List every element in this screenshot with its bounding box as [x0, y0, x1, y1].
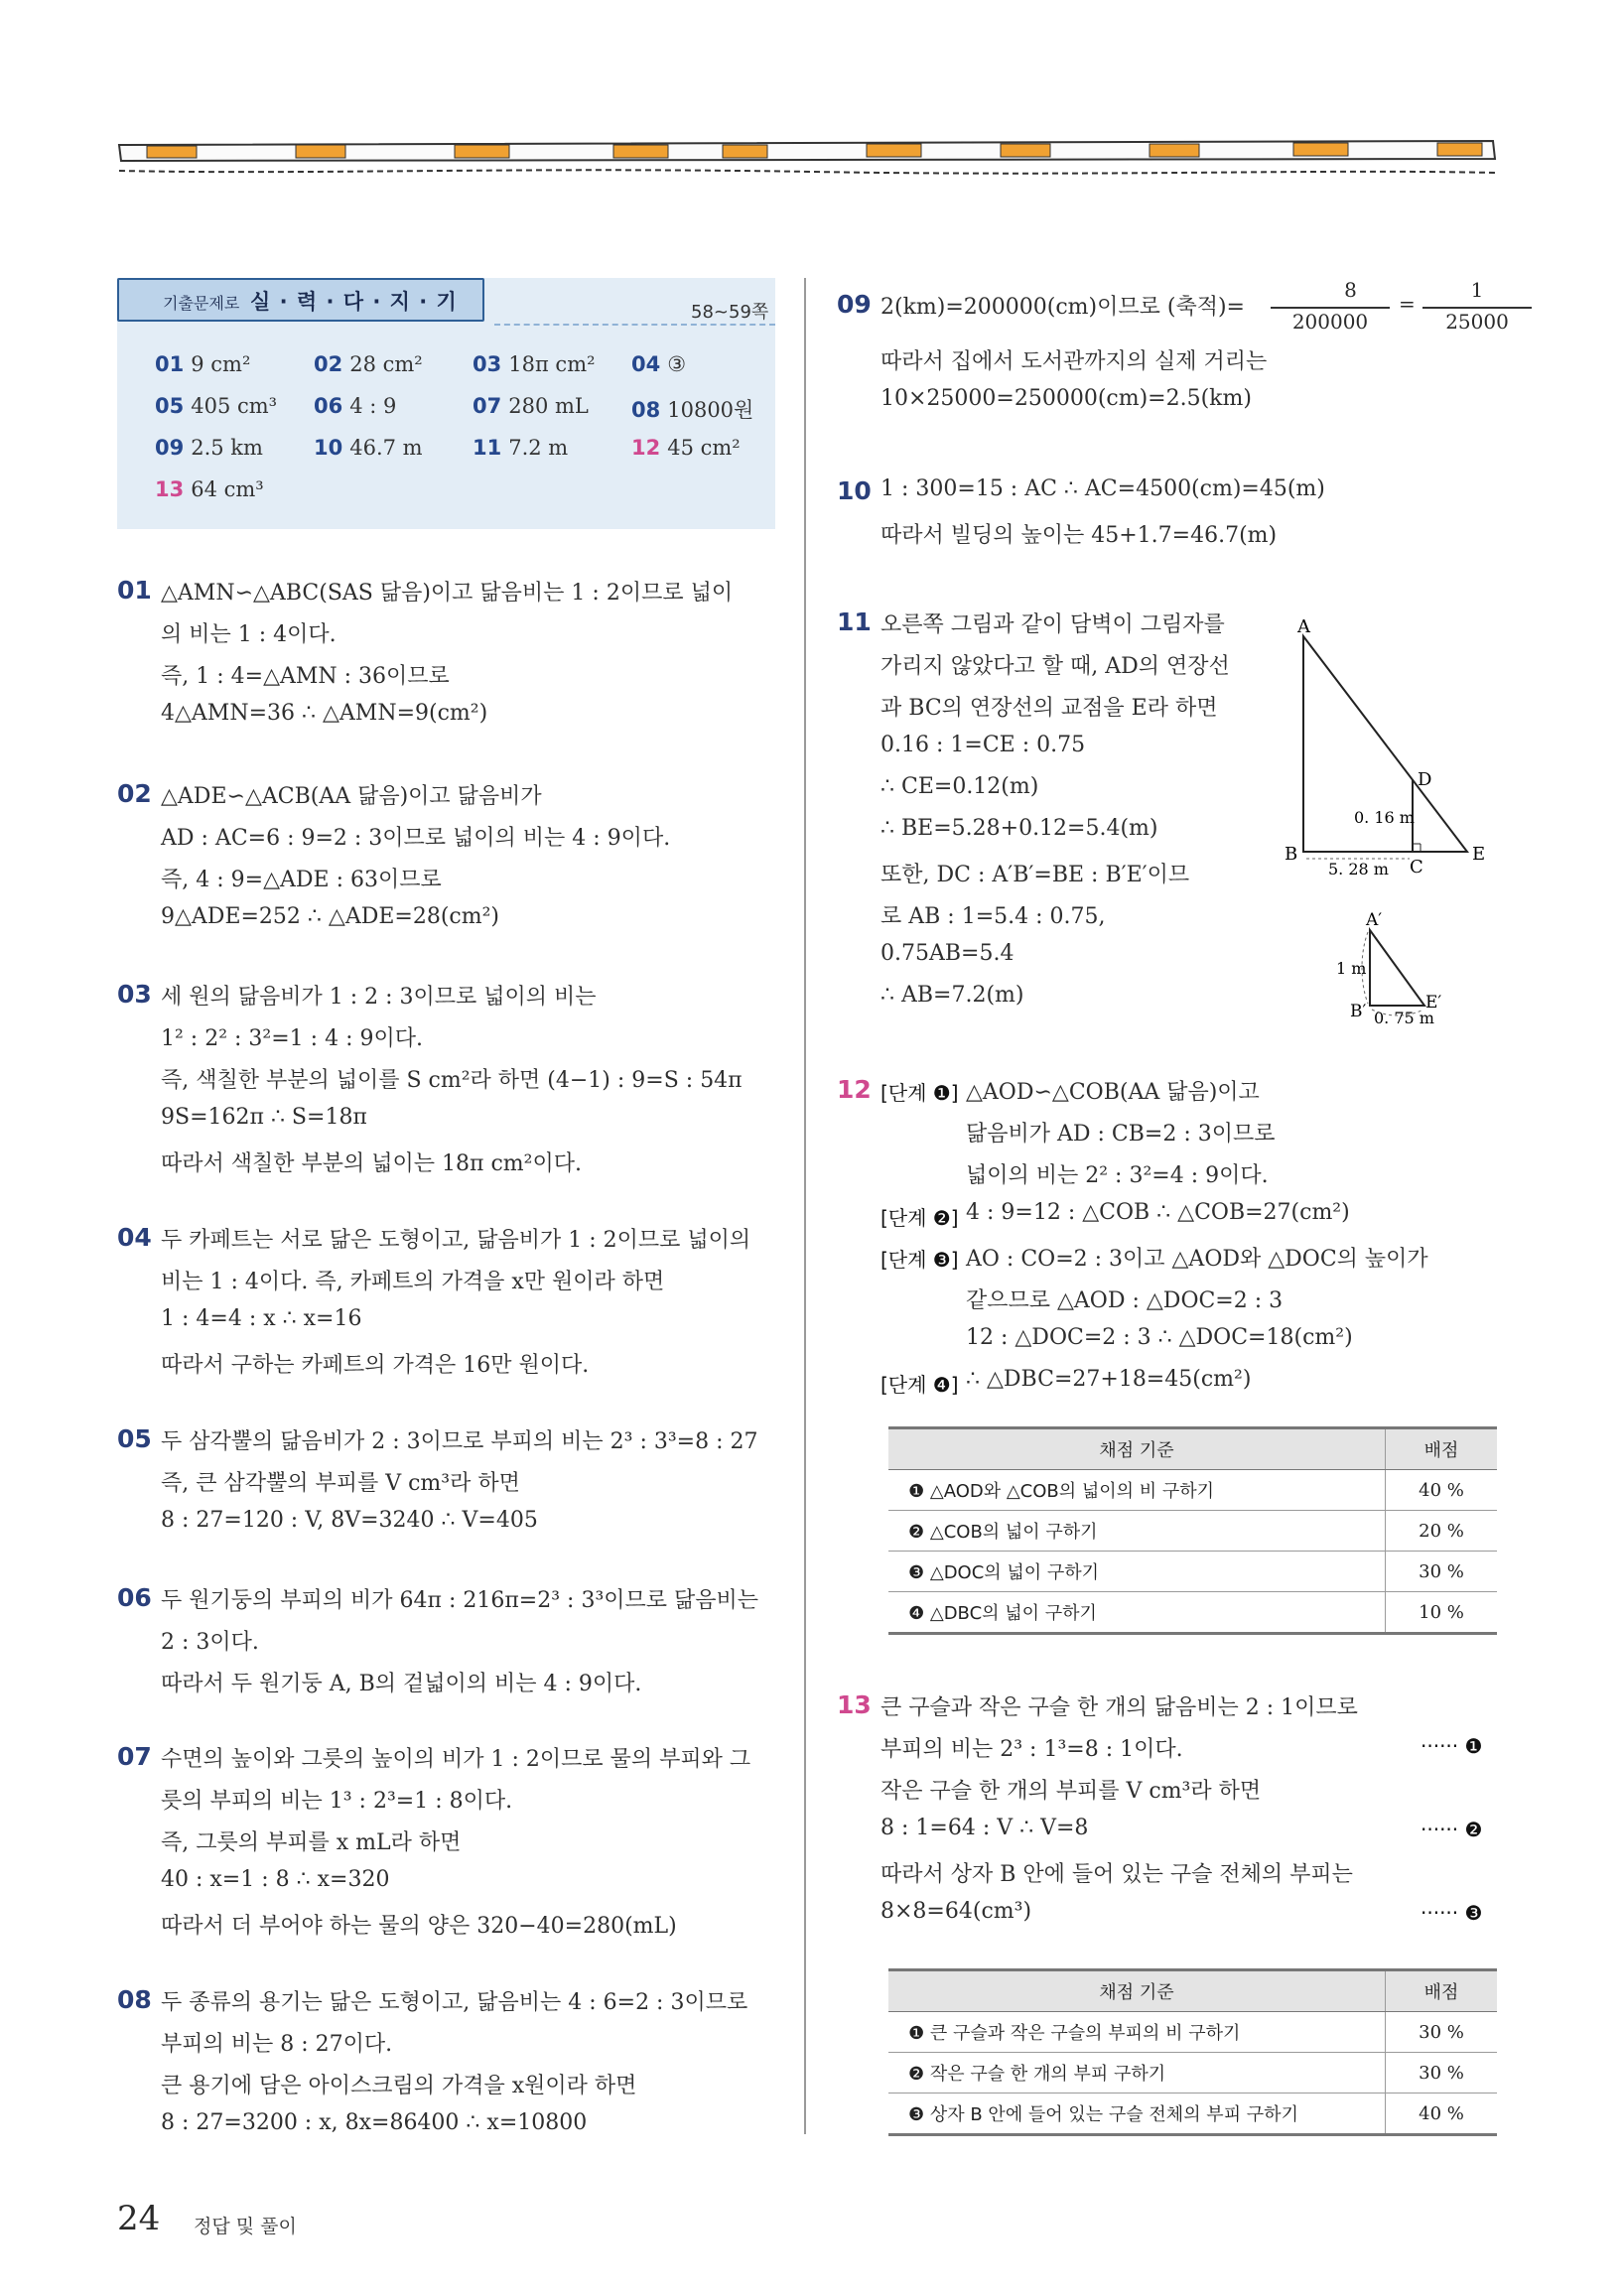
- answer-value: 18π cm²: [508, 352, 596, 376]
- problem-number: 01: [117, 576, 152, 605]
- fraction-denominator: 200000: [1291, 310, 1369, 334]
- answer-item: [631, 394, 753, 424]
- answer-value: 28 cm²: [349, 352, 423, 376]
- solution-line: 과 BC의 연장선의 교점을 E라 하면: [880, 696, 1218, 721]
- shadow-diagram: [1271, 610, 1509, 1027]
- score-mark: ······ ❶: [1421, 1734, 1483, 1758]
- answer-summary-pages: 58~59쪽: [691, 302, 769, 323]
- answer-item: [473, 436, 568, 460]
- solution-line: 큰 구슬과 작은 구슬 한 개의 닮음비는 2 : 1이므로: [880, 1695, 1358, 1720]
- answer-value: 2.5 km: [191, 436, 263, 460]
- fraction-denominator: 25000: [1445, 310, 1509, 334]
- table-header-criteria: 채점 기준: [888, 1428, 1386, 1470]
- table-row: [888, 1592, 1497, 1634]
- solution-line: 큰 용기에 담은 아이스크림의 가격을 x원이라 하면: [161, 2074, 637, 2098]
- solution-line: 오른쪽 그림과 같이 담벽이 그림자를: [880, 612, 1225, 637]
- solution-line: 닮음비가 AD : CB=2 : 3이므로: [966, 1122, 1276, 1147]
- table-cell-criteria: ❸ △DOC의 넓이 구하기: [888, 1552, 1386, 1592]
- table-cell-criteria: ❶ △AOD와 △COB의 넓이의 비 구하기: [888, 1470, 1386, 1511]
- solution-line: 8×8=64(cm³): [880, 1899, 1032, 1924]
- point-label-A-prime: A′: [1366, 910, 1383, 930]
- table-header-row: [888, 1970, 1497, 2012]
- answer-item: [473, 352, 596, 376]
- solution-line: 또한, DC : A′B′=BE : B′E′이므: [880, 863, 1190, 887]
- table-cell-criteria: ❷ △COB의 넓이 구하기: [888, 1511, 1386, 1552]
- solution-line: 0.16 : 1=CE : 0.75: [880, 733, 1086, 757]
- answer-item: [155, 352, 250, 376]
- table-cell-criteria: ❶ 큰 구슬과 작은 구슬의 부피의 비 구하기: [888, 2012, 1386, 2053]
- answer-item: [314, 436, 423, 460]
- problem-number: 02: [117, 779, 152, 808]
- solution-line: ∴ AB=7.2(m): [880, 983, 1024, 1008]
- solution-line: 9△ADE=252 ∴ △ADE=28(cm²): [161, 904, 500, 929]
- table-row: [888, 2012, 1497, 2053]
- solution-line: 즉, 1 : 4=△AMN : 36이므로: [161, 664, 450, 689]
- answer-number: 07: [473, 394, 502, 418]
- step-label: [단계 ❹]: [880, 1373, 959, 1397]
- solution-line: 두 삼각뿔의 닮음비가 2 : 3이므로 부피의 비는 2³ : 3³=8 : 27: [161, 1429, 758, 1454]
- solution-line: 8 : 1=64 : V ∴ V=8: [880, 1816, 1089, 1840]
- solution-line: 9S=162π ∴ S=18π: [161, 1105, 367, 1130]
- answer-number: 10: [314, 436, 343, 460]
- solution-line: AO : CO=2 : 3이고 △AOD와 △DOC의 높이가: [966, 1247, 1428, 1272]
- answer-item: [631, 352, 686, 376]
- table-cell-points: 30 %: [1386, 2053, 1498, 2093]
- solution-line: 따라서 색칠한 부분의 넓이는 18π cm²이다.: [161, 1151, 582, 1176]
- problem-number: 06: [117, 1583, 152, 1612]
- answer-value: 4 : 9: [349, 394, 397, 418]
- answer-number: 02: [314, 352, 343, 376]
- answer-summary-label-small: 기출문제로: [163, 294, 240, 313]
- solution-line: △AMN∽△ABC(SAS 닮음)이고 닮음비는 1 : 2이므로 넓이: [161, 581, 734, 606]
- solution-line: 1² : 2² : 3²=1 : 4 : 9이다.: [161, 1026, 423, 1051]
- equals-sign: =: [1399, 292, 1416, 316]
- solution-line: 12 : △DOC=2 : 3 ∴ △DOC=18(cm²): [966, 1325, 1353, 1350]
- solution-line: △AOD∽△COB(AA 닮음)이고: [966, 1080, 1260, 1105]
- answer-item: [155, 394, 277, 418]
- scoring-table-13: [888, 1968, 1497, 2136]
- answer-summary-divider: [494, 324, 775, 326]
- solution-line: 8 : 27=3200 : x, 8x=86400 ∴ x=10800: [161, 2110, 588, 2135]
- score-mark: ······ ❸: [1421, 1901, 1483, 1925]
- solution-line: 1 : 4=4 : x ∴ x=16: [161, 1306, 362, 1331]
- problem-number: 09: [837, 290, 872, 319]
- solution-line: 세 원의 닮음비가 1 : 2 : 3이므로 넓이의 비는: [161, 985, 597, 1010]
- solution-line: 비는 1 : 4이다. 즉, 카페트의 가격을 x만 원이라 하면: [161, 1270, 665, 1294]
- solution-line: 8 : 27=120 : V, 8V=3240 ∴ V=405: [161, 1508, 538, 1533]
- fraction-bar: [1422, 307, 1532, 309]
- length-label-a2b2: 1 m: [1336, 959, 1367, 978]
- solution-line: 따라서 두 원기둥 A, B의 겉넓이의 비는 4 : 9이다.: [161, 1672, 642, 1696]
- problem-number: 10: [837, 476, 872, 505]
- answer-number: 11: [473, 436, 502, 460]
- table-cell-points: 10 %: [1386, 1592, 1498, 1634]
- fraction-numerator: 1: [1470, 278, 1484, 302]
- answer-number: 08: [631, 398, 661, 422]
- solution-line: 의 비는 1 : 4이다.: [161, 622, 337, 647]
- solution-line: ∴ CE=0.12(m): [880, 774, 1039, 799]
- length-label-dc: 0. 16 m: [1354, 808, 1415, 827]
- solution-line: 두 종류의 용기는 닮은 도형이고, 닮음비는 4 : 6=2 : 3이므로: [161, 1990, 748, 2015]
- solution-line: 0.75AB=5.4: [880, 941, 1015, 966]
- answer-item: [314, 394, 396, 418]
- solution-line: AD : AC=6 : 9=2 : 3이므로 넓이의 비는 4 : 9이다.: [161, 826, 671, 851]
- length-label-b2e2: 0. 75 m: [1374, 1009, 1434, 1027]
- problem-number: 11: [837, 608, 872, 636]
- solution-line: 로 AB : 1=5.4 : 0.75,: [880, 904, 1106, 929]
- solution-line: 두 카페트는 서로 닮은 도형이고, 닮음비가 1 : 2이므로 넓이의: [161, 1228, 751, 1253]
- answer-summary-header: [117, 278, 484, 322]
- problem-number: 05: [117, 1424, 152, 1453]
- solution-line: ∴ △DBC=27+18=45(cm²): [966, 1367, 1252, 1392]
- table-cell-points: 40 %: [1386, 2093, 1498, 2135]
- score-mark: ······ ❷: [1421, 1818, 1483, 1841]
- solution-line: 2(km)=200000(cm)이므로 (축적)=: [880, 295, 1245, 320]
- solution-line: 두 원기둥의 부피의 비가 64π : 216π=2³ : 3³이므로 닮음비는: [161, 1588, 759, 1613]
- scoring-table-12: [888, 1426, 1497, 1635]
- table-row: [888, 2053, 1497, 2093]
- problem-number: 03: [117, 980, 152, 1009]
- solution-line: 4 : 9=12 : △COB ∴ △COB=27(cm²): [966, 1200, 1350, 1225]
- answer-number: 03: [473, 352, 502, 376]
- table-row: [888, 2093, 1497, 2135]
- solution-line: 가리지 않았다고 할 때, AD의 연장선: [880, 654, 1230, 679]
- answer-value: ③: [667, 352, 687, 376]
- table-cell-criteria: ❹ △DBC의 넓이 구하기: [888, 1592, 1386, 1634]
- table-header-points: 배점: [1386, 1970, 1498, 2012]
- answer-value: 9 cm²: [191, 352, 251, 376]
- header-decoration: [117, 131, 1497, 181]
- solution-line: 4△AMN=36 ∴ △AMN=9(cm²): [161, 701, 488, 726]
- point-label-D: D: [1418, 769, 1432, 790]
- answer-number: 13: [155, 477, 185, 501]
- answer-value: 46.7 m: [349, 436, 423, 460]
- solution-line: 2 : 3이다.: [161, 1630, 259, 1655]
- solution-line: 따라서 더 부어야 하는 물의 양은 320−40=280(mL): [161, 1914, 677, 1939]
- point-label-B-prime: B′: [1350, 1002, 1367, 1021]
- answer-value: 280 mL: [508, 394, 589, 418]
- table-header-criteria: 채점 기준: [888, 1970, 1386, 2012]
- answer-summary-label-big: 실 · 력 · 다 · 지 · 기: [250, 290, 458, 314]
- problem-number: 04: [117, 1223, 152, 1252]
- solution-line: 같으므로 △AOD : △DOC=2 : 3: [966, 1288, 1284, 1313]
- problem-number: 07: [117, 1742, 152, 1771]
- solution-line: 1 : 300=15 : AC ∴ AC=4500(cm)=45(m): [880, 476, 1325, 501]
- solution-line: 따라서 집에서 도서관까지의 실제 거리는: [880, 349, 1268, 374]
- column-divider: [804, 278, 806, 2134]
- answer-item: [314, 352, 423, 376]
- table-row: [888, 1552, 1497, 1592]
- solution-line: △ADE∽△ACB(AA 닮음)이고 닮음비가: [161, 784, 542, 809]
- solution-line: 수면의 높이와 그릇의 높이의 비가 1 : 2이므로 물의 부피와 그: [161, 1747, 751, 1772]
- answer-value: 7.2 m: [508, 436, 569, 460]
- step-label: [단계 ❷]: [880, 1206, 959, 1230]
- table-cell-points: 40 %: [1386, 1470, 1498, 1511]
- answer-number: 09: [155, 436, 185, 460]
- answer-value: 45 cm²: [667, 436, 741, 460]
- page-number: 24: [117, 2199, 161, 2238]
- point-label-C: C: [1410, 857, 1423, 878]
- answer-summary-tab: [117, 278, 484, 322]
- answer-value: 405 cm³: [191, 394, 278, 418]
- problem-number: 13: [837, 1690, 872, 1719]
- answer-number: 01: [155, 352, 185, 376]
- solution-line: 작은 구슬 한 개의 부피를 V cm³라 하면: [880, 1779, 1262, 1804]
- answer-item: [155, 477, 264, 501]
- solution-line: 따라서 구하는 카페트의 가격은 16만 원이다.: [161, 1353, 590, 1378]
- table-row: [888, 1470, 1497, 1511]
- table-cell-criteria: ❸ 상자 B 안에 들어 있는 구슬 전체의 부피 구하기: [888, 2093, 1386, 2135]
- solution-line: 따라서 빌딩의 높이는 45+1.7=46.7(m): [880, 523, 1278, 548]
- answer-number: 12: [631, 436, 661, 460]
- fraction-numerator: 8: [1344, 278, 1357, 302]
- fraction-bar: [1271, 307, 1390, 309]
- point-label-E-prime: E′: [1425, 993, 1442, 1013]
- answer-item: [631, 436, 741, 460]
- solution-line: 부피의 비는 8 : 27이다.: [161, 2032, 393, 2057]
- point-label-A: A: [1297, 616, 1310, 637]
- solution-line: 넓이의 비는 2² : 3²=4 : 9이다.: [966, 1163, 1269, 1188]
- answer-number: 04: [631, 352, 661, 376]
- table-cell-points: 30 %: [1386, 2012, 1498, 2053]
- answer-value: 64 cm³: [191, 477, 264, 501]
- point-label-E: E: [1472, 844, 1486, 865]
- answer-number: 05: [155, 394, 185, 418]
- answer-item: [155, 436, 263, 460]
- solution-line: 10×25000=250000(cm)=2.5(km): [880, 386, 1252, 411]
- small-triangle: [1370, 930, 1424, 1006]
- solution-line: 즉, 색칠한 부분의 넓이를 S cm²라 하면 (4−1) : 9=S : 54π: [161, 1068, 743, 1093]
- answer-item: [473, 394, 589, 418]
- solution-line: 즉, 4 : 9=△ADE : 63이므로: [161, 868, 442, 892]
- table-cell-points: 30 %: [1386, 1552, 1498, 1592]
- table-header-points: 배점: [1386, 1428, 1498, 1470]
- solution-line: 즉, 그릇의 부피를 x mL라 하면: [161, 1830, 462, 1855]
- solution-line: 따라서 상자 B 안에 들어 있는 구슬 전체의 부피는: [880, 1862, 1353, 1887]
- table-cell-points: 20 %: [1386, 1511, 1498, 1552]
- table-row: [888, 1511, 1497, 1552]
- solution-line: 즉, 큰 삼각뿔의 부피를 V cm³라 하면: [161, 1471, 520, 1496]
- solution-line: ∴ BE=5.28+0.12=5.4(m): [880, 816, 1158, 841]
- solution-line: 릇의 부피의 비는 1³ : 2³=1 : 8이다.: [161, 1789, 513, 1814]
- solution-line: 40 : x=1 : 8 ∴ x=320: [161, 1867, 390, 1892]
- length-label-bc: 5. 28 m: [1328, 860, 1389, 878]
- table-cell-criteria: ❷ 작은 구슬 한 개의 부피 구하기: [888, 2053, 1386, 2093]
- table-header-row: [888, 1428, 1497, 1470]
- step-label: [단계 ❸]: [880, 1248, 959, 1272]
- problem-number: 08: [117, 1985, 152, 2014]
- answer-number: 06: [314, 394, 343, 418]
- solution-line: 부피의 비는 2³ : 1³=8 : 1이다.: [880, 1737, 1183, 1762]
- problem-number: 12: [837, 1075, 872, 1104]
- page-footer-label: 정답 및 풀이: [194, 2216, 297, 2237]
- step-label: [단계 ❶]: [880, 1081, 959, 1105]
- answer-value: 10800원: [667, 398, 754, 422]
- point-label-B: B: [1285, 844, 1298, 865]
